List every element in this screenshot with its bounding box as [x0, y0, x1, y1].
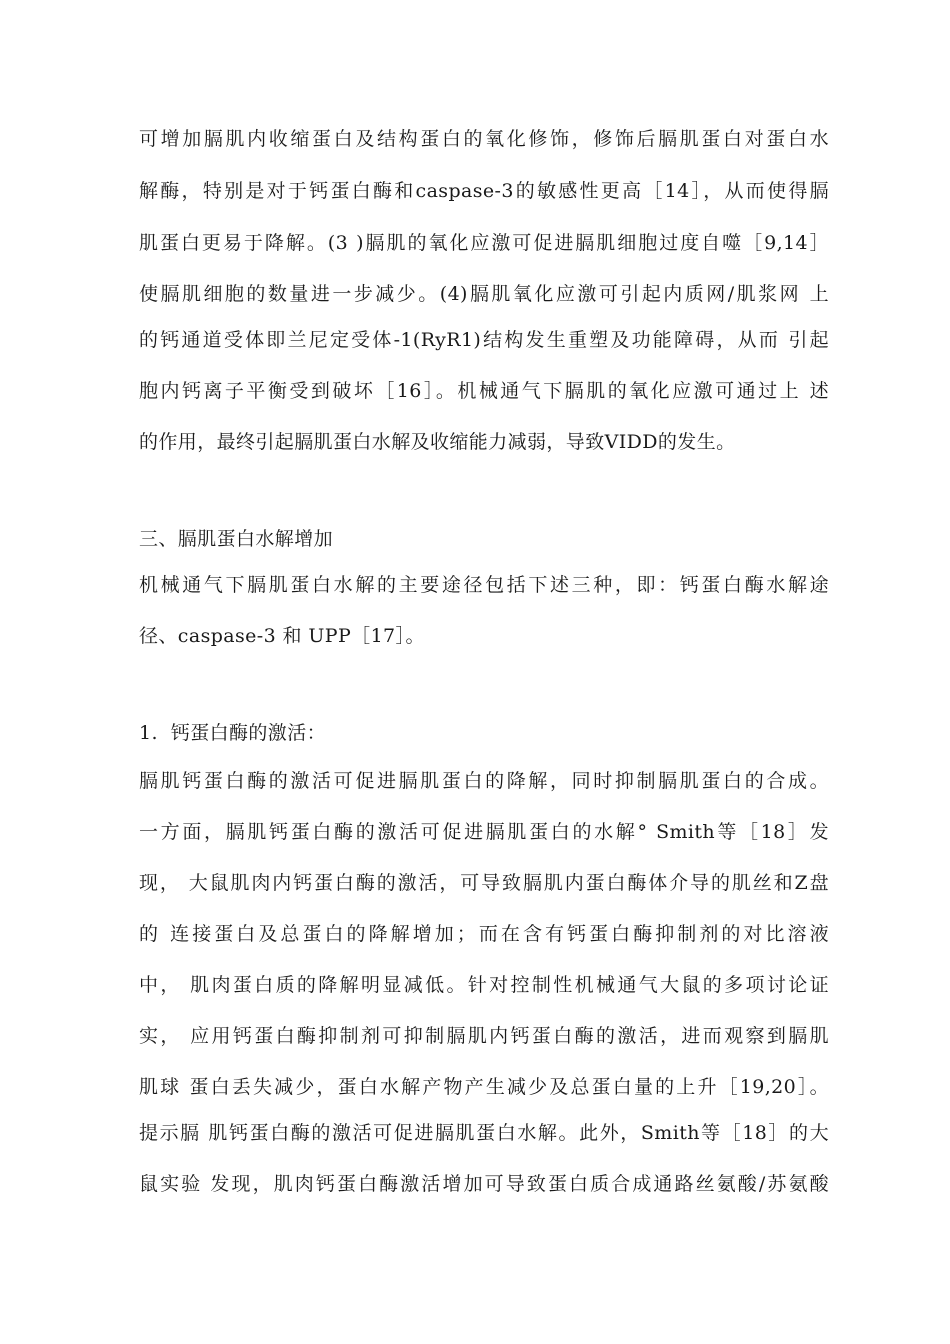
section-heading: 三、膈肌蛋白水解增加 [139, 528, 334, 550]
paragraph-line: 可增加膈肌内收缩蛋白及结构蛋白的氧化修饰，修饰后膈肌蛋白对蛋白水 [139, 128, 829, 150]
paragraph-line: 机械通气下膈肌蛋白水解的主要途径包括下述三种，即：钙蛋白酶水解途 [139, 574, 829, 596]
paragraph-line: 肌球 蛋白丢失减少，蛋白水解产物产生减少及总蛋白量的上升［19,20］。 [139, 1076, 829, 1098]
paragraph-line: 的钙通道受体即兰尼定受体-1(RyR1)结构发生重塑及功能障碍，从而 引起 [139, 329, 829, 351]
paragraph-line: 的 连接蛋白及总蛋白的降解增加；而在含有钙蛋白酶抑制剂的对比溶液 [139, 923, 829, 945]
subsection-heading: 1. 钙蛋白酶的激活： [139, 722, 327, 744]
paragraph-line: 径、caspase-3 和 UPP［17］。 [139, 625, 425, 647]
paragraph-line: 胞内钙离子平衡受到破坏［16］。机械通气下膈肌的氧化应激可通过上 述 [139, 380, 829, 402]
paragraph-line: 鼠实验 发现，肌肉钙蛋白酶激活增加可导致蛋白质合成通路丝氨酸/苏氨酸 [139, 1173, 829, 1195]
paragraph-line: 肌蛋白更易于降解。(3 )膈肌的氧化应激可促进膈肌细胞过度自噬［9,14］ [139, 232, 829, 254]
paragraph-line: 提示膈 肌钙蛋白酶的激活可促进膈肌蛋白水解。此外，Smith等［18］的大 [139, 1122, 829, 1144]
paragraph-line: 一方面，膈肌钙蛋白酶的激活可促进膈肌蛋白的水解° Smith等［18］发 [139, 821, 829, 843]
paragraph-line: 的作用，最终引起膈肌蛋白水解及收缩能力减弱，导致VIDD的发生。 [139, 431, 736, 453]
paragraph-line: 中， 肌肉蛋白质的降解明显减低。针对控制性机械通气大鼠的多项讨论证 [139, 974, 829, 996]
paragraph-line: 解酶，特别是对于钙蛋白酶和caspase-3的敏感性更高［14］，从而使得膈 [139, 180, 829, 202]
paragraph-line: 现， 大鼠肌肉内钙蛋白酶的激活，可导致膈肌内蛋白酶体介导的肌丝和Z盘 [139, 872, 829, 894]
paragraph-line: 实， 应用钙蛋白酶抑制剂可抑制膈肌内钙蛋白酶的激活，进而观察到膈肌 [139, 1025, 829, 1047]
paragraph-line: 使膈肌细胞的数量进一步减少。(4)膈肌氧化应激可引起内质网/肌浆网 上 [139, 283, 829, 305]
paragraph-line: 膈肌钙蛋白酶的激活可促进膈肌蛋白的降解，同时抑制膈肌蛋白的合成。 [139, 770, 829, 792]
